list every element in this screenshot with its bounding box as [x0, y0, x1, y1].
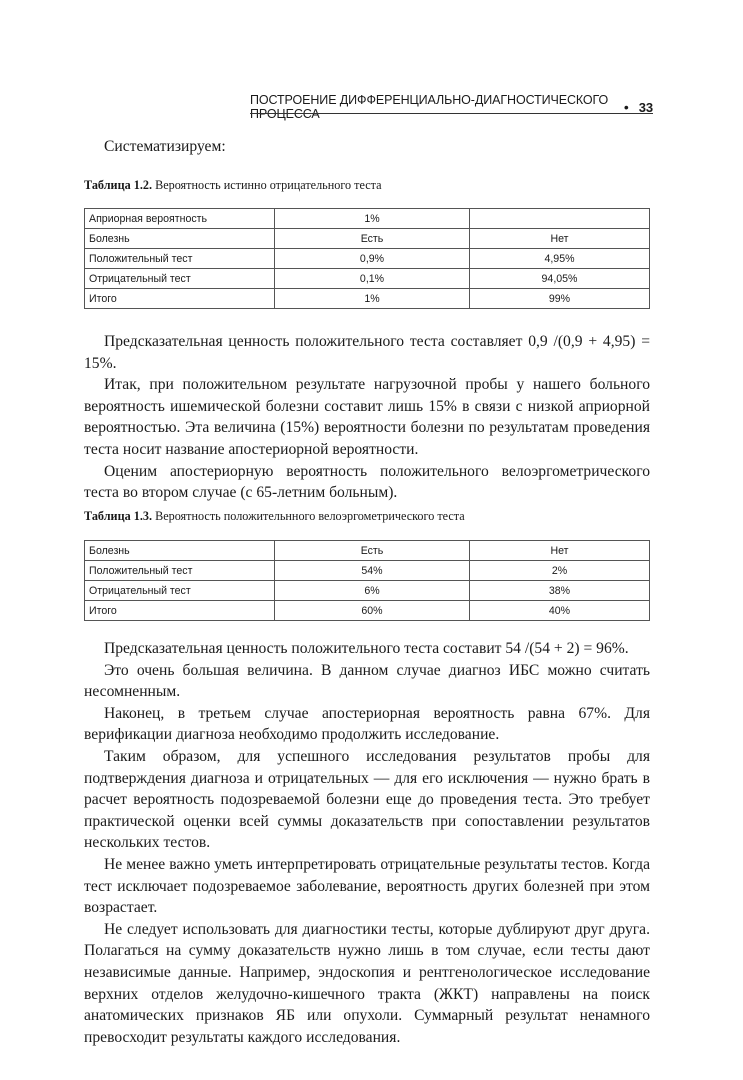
intro-text: Систематизируем:	[104, 138, 226, 155]
table-row	[85, 541, 650, 561]
table2-caption	[84, 509, 650, 524]
table-cell: Итого	[85, 601, 275, 621]
table-cell: 1%	[275, 289, 470, 309]
table-row	[85, 229, 650, 249]
table-cell: Априорная вероятность	[85, 209, 275, 229]
table2-title: Вероятность положительнного велоэргометрического теста	[155, 509, 465, 523]
table-cell: 40%	[470, 601, 650, 621]
table-cell: Нет	[470, 541, 650, 561]
table-cell: 60%	[275, 601, 470, 621]
paragraph: Предсказательная ценность положительного теста составит 54 /(54 + 2) = 96%.	[104, 640, 629, 657]
table-row	[85, 249, 650, 269]
table-cell: 6%	[275, 581, 470, 601]
table-cell: Положительный тест	[85, 561, 275, 581]
header-rule	[250, 113, 653, 114]
table-cell: 4,95%	[470, 249, 650, 269]
paragraph: Итак, при положительном результате нагрузочной пробы у нашего больного вероятность ишемической болезни составит лишь 15% в связи с низкой априорной вероятностью. Эта величина (15%) вероятности болезни по результатам проведения теста носит название апостериорной вероятности.	[84, 376, 650, 458]
paragraph: Это очень большая величина. В данном случае диагноз ИБС можно считать несомненным.	[84, 661, 650, 701]
table-cell: 1%	[275, 209, 470, 229]
table-cell: Болезнь	[85, 541, 275, 561]
table-row	[85, 209, 650, 229]
table-row	[85, 561, 650, 581]
table1-caption	[84, 178, 650, 193]
running-title: ПОСТРОЕНИЕ ДИФФЕРЕНЦИАЛЬНО-ДИАГНОСТИЧЕСКОГО ПРОЦЕССА	[250, 93, 609, 121]
page-number: 33	[638, 99, 653, 115]
table-cell: Положительный тест	[85, 249, 275, 269]
table-cell: 99%	[470, 289, 650, 309]
table2	[84, 540, 650, 621]
intro-block	[84, 136, 650, 158]
table-cell: 94,05%	[470, 269, 650, 289]
table1-title: Вероятность истинно отрицательного теста	[155, 178, 382, 192]
table-cell: Итого	[85, 289, 275, 309]
table-cell: 0,1%	[275, 269, 470, 289]
table-row	[85, 269, 650, 289]
paragraph: Не следует использовать для диагностики тесты, которые дублируют друг друга. Полагаться на сумму доказательств нужно лишь в том случае, если тесты дают независимые данные. Например, эндоскопия и рентгенологическое исследование верхних отделов желудочно-кишечного тракта (ЖКТ) направлены на поиск анатомических признаков ЯБ или опухоли. Суммарный результат ненамного превосходит результаты каждого исследования.	[84, 920, 650, 1046]
table-cell: Есть	[275, 229, 470, 249]
table-cell	[470, 209, 650, 229]
running-header	[250, 93, 653, 121]
paragraph: Предсказательная ценность положительного теста составляет 0,9 /(0,9 + 4,95) = 15%.	[84, 333, 650, 372]
table-cell: 2%	[470, 561, 650, 581]
paragraph: Оценим апостериорную вероятность положительного велоэргометрического теста во втором случае (с 65-летним больным).	[84, 462, 650, 502]
paragraph: Наконец, в третьем случае апостериорная вероятность равна 67%. Для верификации диагноза необходимо продолжить исследование.	[84, 704, 650, 744]
table-cell: Нет	[470, 229, 650, 249]
table-row	[85, 581, 650, 601]
table1	[84, 208, 650, 309]
table2-label: Таблица 1.3.	[84, 509, 153, 523]
table-cell: 54%	[275, 561, 470, 581]
table-cell: Отрицательный тест	[85, 581, 275, 601]
table-cell: 38%	[470, 581, 650, 601]
paragraph: Не менее важно уметь интерпретировать отрицательные результаты тестов. Когда тест исключает подозреваемое заболевание, вероятность других болезней при этом возрастает.	[84, 855, 650, 917]
table-cell: Есть	[275, 541, 470, 561]
table-cell: 0,9%	[275, 249, 470, 269]
body-text-a	[84, 331, 650, 504]
body-text-b	[84, 638, 650, 1048]
table-cell: Отрицательный тест	[85, 269, 275, 289]
header-bullet: •	[623, 99, 629, 115]
table-row	[85, 289, 650, 309]
table-cell: Болезнь	[85, 229, 275, 249]
table1-label: Таблица 1.2.	[84, 178, 153, 192]
table-row	[85, 601, 650, 621]
paragraph: Таким образом, для успешного исследования результатов пробы для подтверждения диагноза и отрицательных — для его исключения — нужно брать в расчет вероятность подозреваемой болезни еще до проведения теста. Это требует практической оценки всей суммы доказательств при сопоставлении результатов нескольких тестов.	[84, 747, 650, 852]
